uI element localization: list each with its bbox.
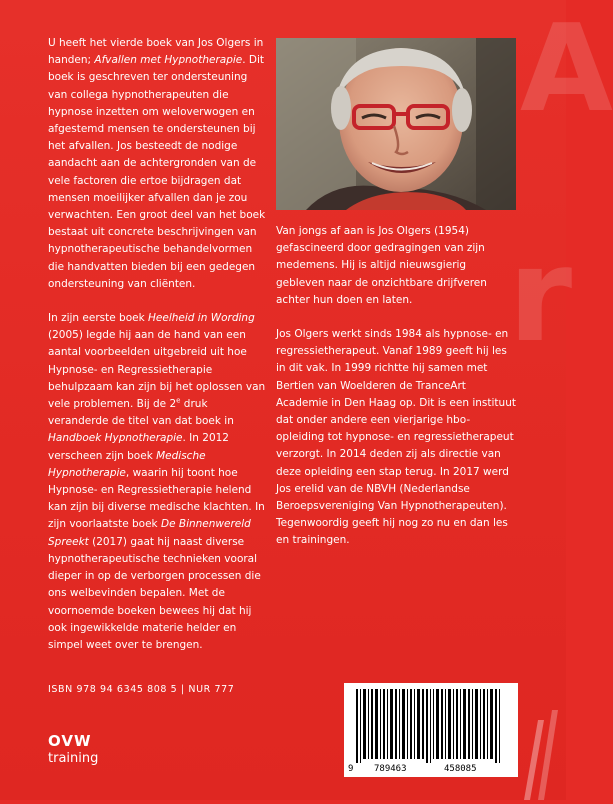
barcode-digit-prefix: 9 xyxy=(348,764,354,774)
book-title: De Binnenwereld Spreekt xyxy=(48,518,251,548)
book-title: Afvallen met Hypnotherapie xyxy=(94,54,243,67)
previous-books-paragraph xyxy=(48,310,266,654)
text-segment: druk veranderde de titel van dat boek in xyxy=(48,398,234,428)
left-column xyxy=(48,35,266,671)
author-portrait-illustration xyxy=(276,38,516,210)
author-bio-paragraph: Van jongs af aan is Jos Olgers (1954) gefascineerd door gedragingen van zijn medemens. Hij is altijd nieuwsgierig gebleven naar de onzichtbare drijfveren achter hun doen en laten. xyxy=(276,225,487,306)
author-photo xyxy=(276,38,516,210)
text-segment: , waarin hij toont hoe Hypnose- en Regressietherapie helend kan zijn bij diverse medische klachten. In zijn voorlaatste boek xyxy=(48,466,265,531)
author-career-paragraph: Jos Olgers werkt sinds 1984 als hypnose- en regressietherapeut. Vanaf 1989 geeft hij les in dit vak. In 1999 richtte hij samen met Bertien van Woelderen de TranceArt Academie in Den Haag op. Dit is een instituut dat onder andere een vierjarige hbo-opleiding tot hypnose- en regressietherapeut verzorgt. In 2014 deden zij als directie van deze opleiding een stap terug. In 2017 werd Jos erelid van de NBVH (Nederlandse Beroepsvereniging Van Hypnotherapeuten). Tegenwoordig geeft hij nog zo nu en dan les en trainingen. xyxy=(276,328,516,547)
intro-paragraph xyxy=(48,35,266,293)
barcode-bars xyxy=(350,689,510,763)
publisher-logo-word: training xyxy=(48,751,99,766)
book-title: Heelheid in Wording xyxy=(148,312,255,325)
text-segment: In zijn eerste boek xyxy=(48,312,149,325)
background-letter-r: r xyxy=(508,219,573,371)
barcode xyxy=(344,683,518,777)
book-title: Handboek Hypnotherapie xyxy=(48,432,183,445)
text-segment: U heeft het vierde boek van Jos Olgers in handen; xyxy=(48,37,264,67)
text-segment: (2005) legde hij aan de hand van een aantal voorbeelden uitgebreid uit hoe Hypnose- en Regressietherapie behulpzaam kan zijn bij het oplossen van vele problemen. Bij de 2 xyxy=(48,329,266,411)
publisher-logo xyxy=(48,734,98,767)
text-segment: (2017) gaat hij naast diverse hypnotherapeutische technieken vooral dieper in op de verborgen processen die ons welbevinden bepalen. Met de voornoemde boeken bewees hij dat hij ook ingewikkelde materie helder en simpel weet over te brengen. xyxy=(48,535,261,651)
right-column xyxy=(276,223,516,567)
isbn-line: ISBN 978 94 6345 808 5 | NUR 777 xyxy=(48,684,235,695)
text-segment: . In 2012 verscheen zijn boek xyxy=(48,432,229,462)
barcode-digits-right: 458085 xyxy=(444,764,477,774)
background-letter-a: A xyxy=(520,0,613,139)
decorative-stripes xyxy=(518,700,566,800)
stripes-graphic xyxy=(518,700,566,800)
superscript: e xyxy=(176,396,181,405)
publisher-logo-mark: OVW xyxy=(48,732,92,750)
barcode-digits-left: 789463 xyxy=(374,764,407,774)
text-segment: . Dit boek is geschreven ter ondersteuning van collega hypnotherapeuten die hypnose inzetten om weloverwogen en afgestemd mensen te ondersteunen bij het afvallen. Jos besteedt de nodige aandacht aan de achtergronden van de vele factoren die ertoe bijdragen dat mensen moeilijker afvallen dan je zou verwachten. Een groot deel van het boek bestaat uit concrete beschrijvingen van hypnotherapeutische behandelvormen die handvatten bieden bij een gedegen ondersteuning van cliënten. xyxy=(48,54,266,290)
book-title: Medische Hypnotherapie xyxy=(48,449,206,479)
